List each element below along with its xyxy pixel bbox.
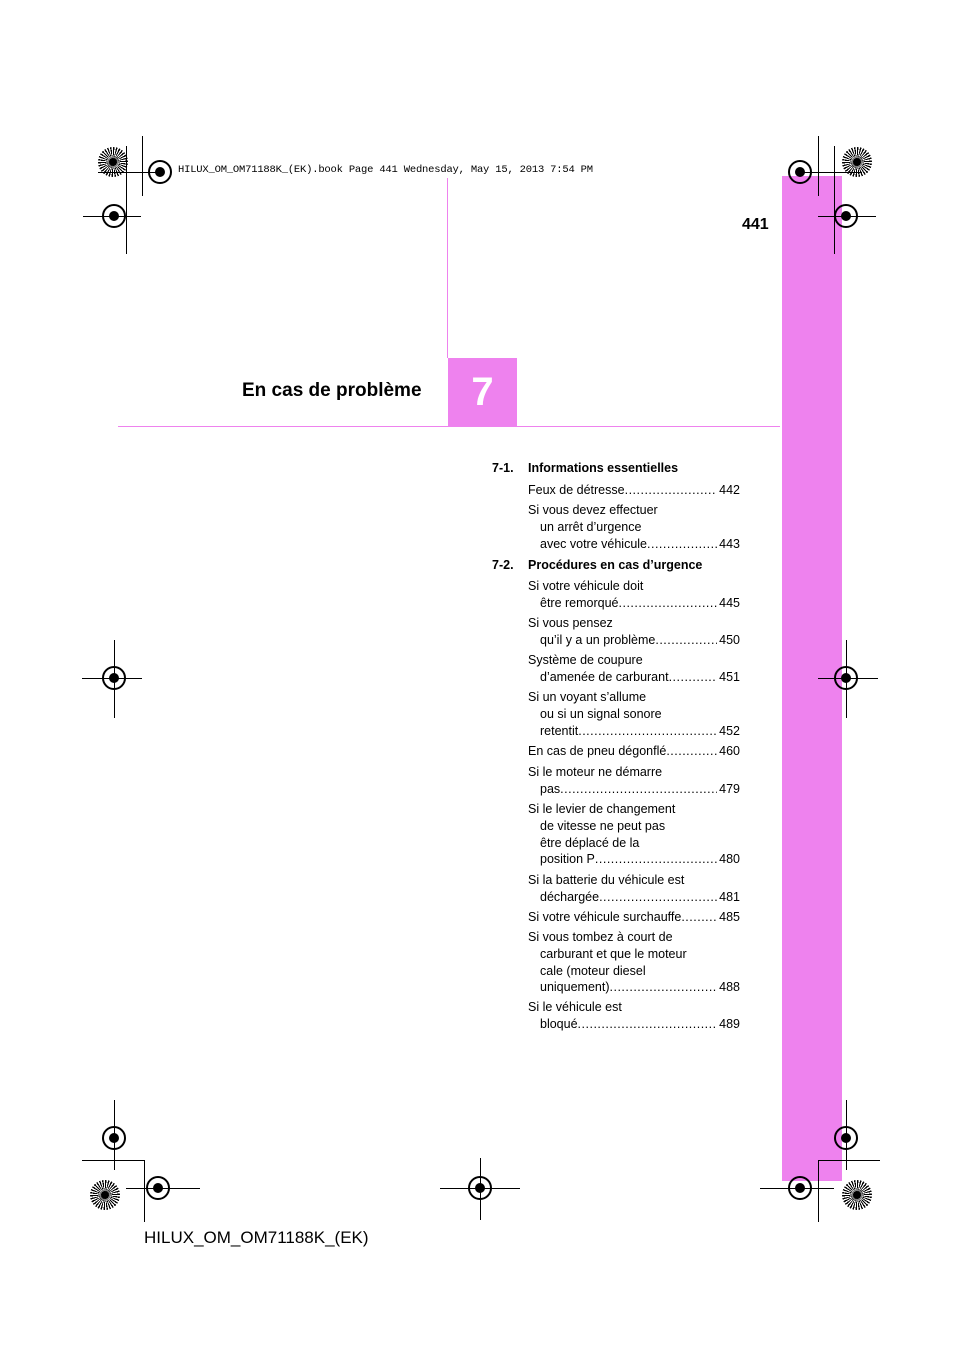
page-number: 441 — [742, 216, 769, 233]
toc-entry[interactable]: Si votre véhicule surchauffe ..... 485 — [528, 909, 740, 926]
toc-entry[interactable]: Si le moteur ne démarre pas ..... 479 — [528, 764, 740, 798]
registration-rosette-icon — [842, 1180, 872, 1210]
toc-entry[interactable]: Feux de détresse ..... 442 — [528, 482, 740, 499]
footer-doc-code: HILUX_OM_OM71188K_(EK) — [144, 1228, 369, 1247]
toc-entry[interactable]: Système de coupure d’amenée de carburant ..... 451 — [528, 652, 740, 686]
toc-entry[interactable]: Si la batterie du véhicule est déchargée ..... 481 — [528, 872, 740, 906]
toc-entry[interactable]: En cas de pneu dégonflé ..... 460 — [528, 743, 740, 760]
toc-section-heading: 7-1. Informations essentielles — [492, 461, 679, 475]
registration-rosette-icon — [90, 1180, 120, 1210]
toc-entry[interactable]: Si le véhicule est bloqué ..... 489 — [528, 999, 740, 1033]
toc-entry[interactable]: Si vous tombez à court de carburant et que le moteur cale (moteur diesel uniquement) ..... 488 — [528, 929, 740, 996]
toc-entry[interactable]: Si le levier de changement de vitesse ne peut pas être déplacé de la position P ..... 480 — [528, 801, 740, 868]
chapter-header-rule — [118, 426, 780, 427]
book-meta-header: HILUX_OM_OM71188K_(EK).book Page 441 Wednesday, May 15, 2013 7:54 PM — [178, 164, 593, 176]
chapter-title: En cas de problème — [242, 380, 422, 401]
chapter-number: 7 — [471, 369, 494, 414]
toc-entry[interactable]: Si vous pensez qu’il y a un problème ..... 450 — [528, 615, 740, 649]
chapter-number-box — [448, 358, 517, 426]
toc-section-heading: 7-2. Procédures en cas d’urgence — [492, 558, 703, 572]
toc-entry[interactable]: Si votre véhicule doit être remorqué ..... 445 — [528, 578, 740, 612]
chapter-header-vline — [447, 178, 448, 358]
toc-entry[interactable]: Si un voyant s’allume ou si un signal sonore retentit ..... 452 — [528, 689, 740, 739]
toc-entry[interactable]: Si vous devez effectuer un arrêt d’urgence avec votre véhicule ..... 443 — [528, 502, 740, 552]
